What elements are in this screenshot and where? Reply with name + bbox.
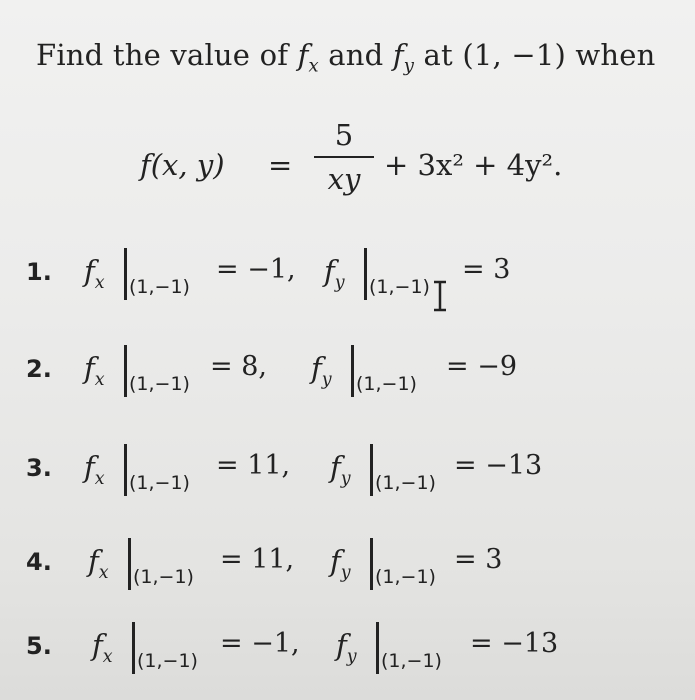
fx-label: $f_x$ (84, 254, 105, 293)
formula-equals: = (268, 148, 293, 182)
question-and: and (318, 38, 393, 72)
answer-option-4[interactable] (26, 538, 666, 598)
evaluation-bar (364, 248, 367, 300)
fx-label: $f_x$ (84, 351, 105, 390)
fx-label: $f_x$ (84, 450, 105, 489)
fy-subscript: y (403, 55, 415, 77)
fx-label: $f_x$ (88, 544, 109, 583)
fy-value: = −13 (454, 450, 543, 481)
evaluation-point: (1,−1) (129, 373, 190, 395)
evaluation-bar (351, 345, 354, 397)
formula-rest: + 3x² + 4y². (384, 148, 563, 182)
evaluation-point: (1,−1) (369, 276, 430, 298)
evaluation-bar (124, 444, 127, 496)
option-number: 3. (26, 454, 52, 482)
fy-value: = 3 (462, 254, 511, 285)
fy-label: $f_y$ (330, 544, 351, 583)
evaluation-bar (376, 622, 379, 674)
fy-label: $f_y$ (311, 351, 332, 390)
fy-symbol: f (392, 38, 404, 72)
evaluation-point: (1,−1) (133, 566, 194, 588)
fy-value: = 3 (454, 544, 503, 575)
fx-subscript: x (308, 55, 319, 77)
fy-value: = −9 (446, 351, 518, 382)
evaluation-bar (128, 538, 131, 590)
formula-lhs: f(x, y) (140, 148, 225, 182)
question-text (36, 38, 656, 76)
option-number: 1. (26, 258, 52, 286)
evaluation-point: (1,−1) (129, 276, 190, 298)
evaluation-point: (1,−1) (375, 566, 436, 588)
fy-label: $f_y$ (336, 628, 357, 667)
answer-option-2[interactable] (26, 345, 666, 405)
option-number: 2. (26, 355, 52, 383)
evaluation-point: (1,−1) (137, 650, 198, 672)
fx-symbol: f (297, 38, 309, 72)
evaluation-bar (370, 538, 373, 590)
fx-value: = −1, (216, 254, 296, 285)
evaluation-point: (1,−1) (129, 472, 190, 494)
answer-option-5[interactable] (26, 622, 666, 682)
fraction-numerator: 5 (334, 118, 354, 152)
fy-label: $f_y$ (330, 450, 351, 489)
question-prefix: Find the value of (36, 38, 298, 72)
answer-option-3[interactable] (26, 444, 666, 504)
question-suffix: at (1, −1) when (414, 38, 656, 72)
fx-value: = 8, (210, 351, 267, 382)
option-number: 5. (26, 632, 52, 660)
text-cursor-icon (432, 280, 448, 312)
evaluation-point: (1,−1) (381, 650, 442, 672)
fraction-denominator: xy (327, 162, 361, 196)
fx-value: = 11, (216, 450, 291, 481)
evaluation-bar (370, 444, 373, 496)
evaluation-bar (124, 248, 127, 300)
evaluation-point: (1,−1) (356, 373, 417, 395)
formula-fraction (314, 118, 374, 196)
evaluation-bar (124, 345, 127, 397)
fy-value: = −13 (470, 628, 559, 659)
fx-value: = −1, (220, 628, 300, 659)
fx-label: $f_x$ (92, 628, 113, 667)
fx-value: = 11, (220, 544, 295, 575)
fraction-bar (314, 156, 374, 158)
answer-option-1[interactable] (26, 248, 666, 308)
evaluation-bar (132, 622, 135, 674)
option-number: 4. (26, 548, 52, 576)
evaluation-point: (1,−1) (375, 472, 436, 494)
fy-label: $f_y$ (324, 254, 345, 293)
